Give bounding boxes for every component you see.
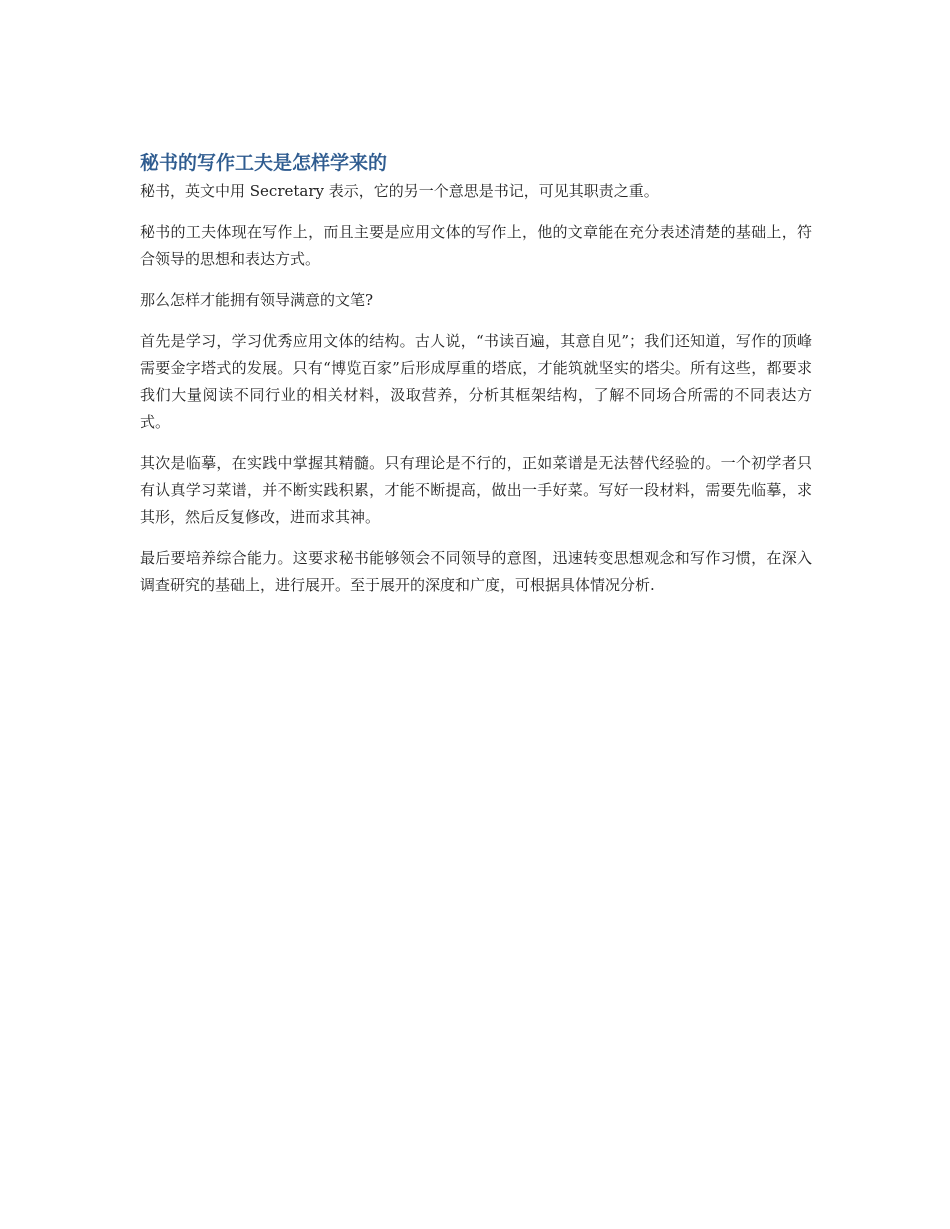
paragraph-question: 那么怎样才能拥有领导满意的文笔?	[140, 291, 374, 309]
paragraph-intro: 秘书，英文中用 Secretary 表示，它的另一个意思是书记，可见其职责之重。	[140, 182, 659, 200]
document-title: 秘书的写作工夫是怎样学来的	[140, 152, 388, 174]
document-page	[140, 148, 812, 613]
paragraph-ability: 最后要培养综合能力。这要求秘书能够领会不同领导的意图，迅速转变思想观念和写作习惯，在深入调查研究的基础上，进行展开。至于展开的深度和广度，可根据具体情况分析.	[140, 549, 812, 594]
paragraph-writing-skill: 秘书的工夫体现在写作上，而且主要是应用文体的写作上，他的文章能在充分表述清楚的基础上，符合领导的思想和表达方式。	[140, 223, 812, 268]
paragraph-imitation: 其次是临摹，在实践中掌握其精髓。只有理论是不行的，正如菜谱是无法替代经验的。一个初学者只有认真学习菜谱，并不断实践积累，才能不断提高，做出一手好菜。写好一段材料，需要先临摹，求其形，然后反复修改，进而求其神。	[140, 454, 812, 526]
paragraph-study: 首先是学习，学习优秀应用文体的结构。古人说，“书读百遍，其意自见”；我们还知道，写作的顶峰需要金字塔式的发展。只有“博览百家”后形成厚重的塔底，才能筑就坚实的塔尖。所有这些，都要求我们大量阅读不同行业的相关材料，汲取营养，分析其框架结构，了解不同场合所需的不同表达方式。	[140, 332, 812, 431]
